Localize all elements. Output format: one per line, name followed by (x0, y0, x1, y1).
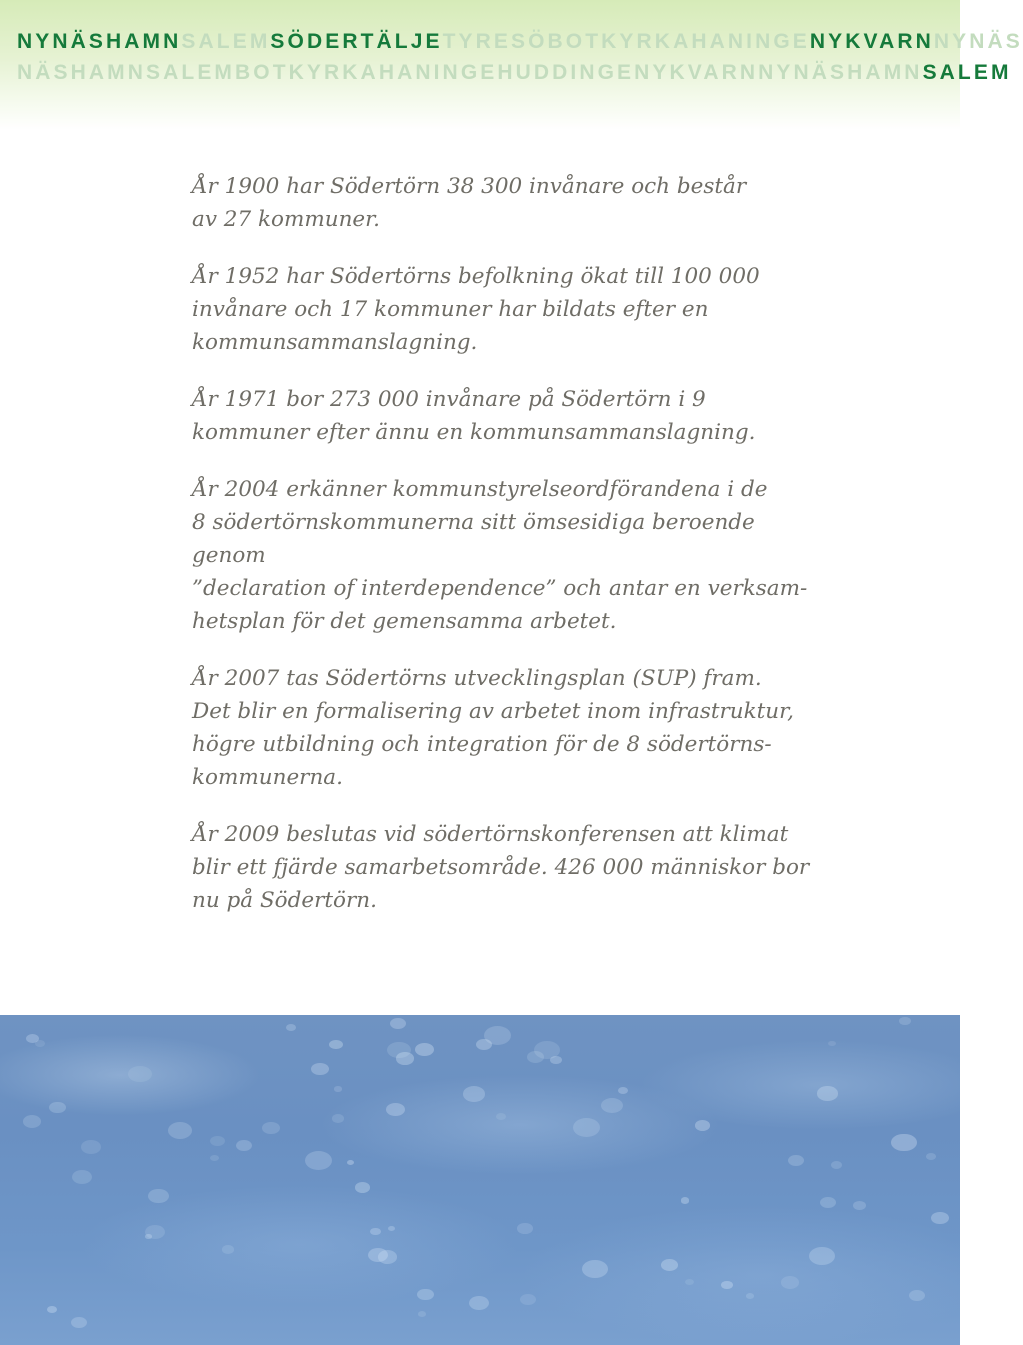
water-sparkle (899, 1017, 911, 1025)
water-sparkle (582, 1260, 608, 1278)
water-sparkle (831, 1161, 842, 1169)
water-sparkle (370, 1228, 381, 1236)
water-sparkle (47, 1306, 57, 1313)
water-sparkle (236, 1140, 253, 1152)
paragraph-1971: År 1971 bor 273 000 invånare på Södertörn i 9 kommuner efter ännu en kommunsammanslagning. (192, 387, 756, 445)
history-text (192, 170, 812, 941)
water-sparkle (418, 1311, 427, 1317)
water-sparkle (262, 1122, 280, 1134)
water-sparkle (311, 1063, 329, 1076)
water-sparkle (222, 1245, 234, 1253)
municipality-names-row-1 (17, 31, 1023, 52)
paragraph-2004: År 2004 erkänner kommunstyrelseordförandena i de 8 södertörnskommunerna sitt ömsesidiga beroende genom ”declaration of interdependence” och antar en verksam- hetsplan för det gemensamma arbetet. (192, 477, 808, 634)
water-sparkle (496, 1113, 506, 1120)
water-sparkle (415, 1043, 434, 1056)
water-sparkle (148, 1189, 169, 1204)
water-sparkle (746, 1293, 755, 1299)
water-sparkle (81, 1140, 101, 1154)
water-sparkle (128, 1066, 151, 1082)
water-sparkle (26, 1034, 39, 1043)
water-sparkle (347, 1160, 354, 1165)
water-sparkle (517, 1223, 532, 1234)
water-sparkle (817, 1086, 838, 1100)
municipality-name: TYRESÖBOTKYRKAHANINGE (442, 30, 810, 53)
water-sparkle (469, 1296, 490, 1310)
paragraph-2007: År 2007 tas Södertörns utvecklingsplan (SUP) fram. Det blir en formalisering av arbetet inom infrastruktur, högre utbildning och integration för de 8 södertörns- kommunerna. (192, 666, 794, 790)
water-sparkle (286, 1024, 296, 1031)
water-sparkle (305, 1151, 332, 1170)
water-sparkle (72, 1170, 92, 1184)
water-sparkle (661, 1259, 678, 1271)
water-sparkle (891, 1134, 917, 1152)
header-band (0, 0, 1023, 130)
water-sparkle (618, 1087, 628, 1094)
water-sparkle (417, 1289, 434, 1301)
water-sparkle (388, 1226, 395, 1231)
water-sparkle (210, 1136, 225, 1146)
municipality-name: SÖDERTÄLJE (270, 30, 443, 53)
water-sparkle (909, 1290, 925, 1301)
water-sparkle (685, 1279, 694, 1285)
municipality-name: NYNÄS (933, 30, 1023, 53)
water-sparkle (355, 1182, 371, 1193)
water-sparkle (695, 1120, 711, 1131)
water-sparkle (329, 1040, 343, 1050)
water-sparkle (145, 1225, 165, 1239)
water-sparkle (332, 1114, 344, 1122)
water-sparkle (71, 1317, 87, 1328)
water-sparkle (820, 1197, 836, 1208)
municipality-names-row-2 (17, 62, 1012, 83)
water-sparkle (390, 1018, 407, 1030)
water-sparkle (550, 1056, 562, 1064)
water-sparkle (520, 1294, 536, 1305)
municipality-name: SALEM (922, 61, 1012, 84)
water-photo (0, 1015, 960, 1345)
water-sparkle (368, 1248, 388, 1262)
municipality-name: NÄSHAMNSALEMBOTKYRKAHANINGEHUDDINGENYKVARNNYNÄSHAMN (17, 61, 923, 84)
water-sparkle (334, 1086, 341, 1091)
paragraph-1900: År 1900 har Södertörn 38 300 invånare och består av 27 kommuner. (192, 174, 747, 232)
water-sparkle (168, 1122, 192, 1139)
water-sparkle (809, 1247, 835, 1265)
water-sparkle (926, 1153, 936, 1160)
water-sparkle (721, 1281, 733, 1289)
water-sparkle (463, 1086, 485, 1101)
water-sparkle (23, 1115, 41, 1128)
water-sparkle (781, 1276, 799, 1288)
municipality-name: NYNÄSHAMN (17, 30, 182, 53)
municipality-name: SALEM (181, 30, 271, 53)
water-sparkle (210, 1155, 219, 1161)
paragraph-1952: År 1952 har Södertörns befolkning ökat till 100 000 invånare och 17 kommuner har bildats efter en kommunsammanslagning. (192, 264, 760, 355)
water-sparkle (386, 1103, 405, 1116)
water-sparkle (828, 1041, 836, 1046)
water-sparkle (484, 1026, 511, 1045)
water-sparkle (573, 1118, 600, 1137)
water-sparkle (387, 1042, 411, 1059)
water-sparkle (788, 1155, 804, 1166)
water-sparkle (601, 1098, 623, 1113)
water-sparkle (853, 1201, 866, 1210)
paragraph-2009: År 2009 beslutas vid södertörnskonferensen att klimat blir ett fjärde samarbetsområde. 426 000 människor bor nu på Södertörn. (192, 822, 810, 913)
water-sparkle (49, 1102, 66, 1114)
water-sparkle (931, 1212, 949, 1225)
municipality-name: NYKVARN (809, 30, 934, 53)
water-sparkle (681, 1197, 690, 1203)
